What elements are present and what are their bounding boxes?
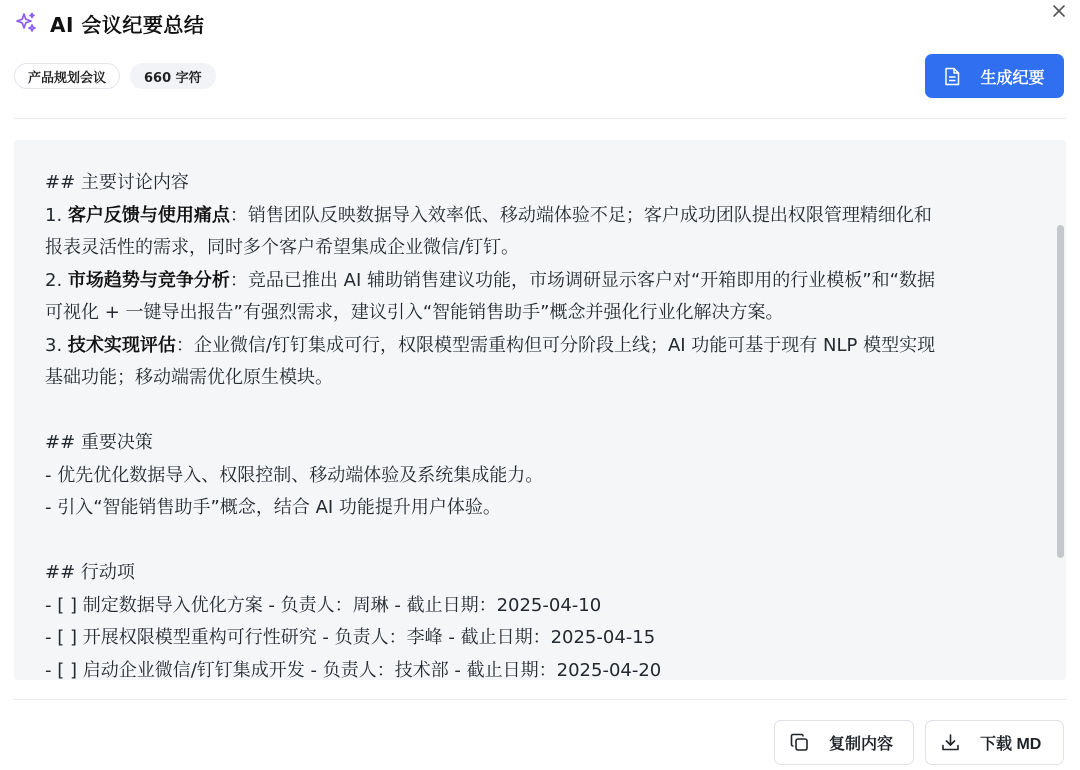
scrollbar-thumb[interactable] bbox=[1057, 225, 1064, 558]
download-md-button[interactable] bbox=[925, 720, 1064, 765]
section-heading-decisions: ## 重要决策 bbox=[45, 432, 153, 453]
summary-content-panel[interactable] bbox=[14, 140, 1066, 680]
meeting-type-tag: 产品规划会议 bbox=[14, 63, 120, 89]
copy-icon bbox=[790, 733, 809, 752]
decision-item-1: - 优先优化数据导入、权限控制、移动端体验及系统集成能力。 bbox=[45, 464, 544, 486]
document-icon bbox=[944, 67, 960, 86]
discussion-item-1-cont: 报表灵活性的需求，同时多个客户希望集成企业微信/钉钉。 bbox=[45, 237, 520, 258]
dialog-header bbox=[14, 8, 204, 38]
scrollbar[interactable] bbox=[1054, 140, 1066, 680]
discussion-item-2-cont: 可视化 + 一键导出报告”有强烈需求，建议引入“智能销售助手”概念并强化行业化解决方案。 bbox=[45, 302, 784, 323]
header-divider bbox=[14, 118, 1066, 119]
discussion-item-3: 3. 技术实现评估：企业微信/钉钉集成可行，权限模型需重构但可分阶段上线；AI 功能可基于现有 NLP 模型实现 bbox=[45, 334, 936, 356]
download-icon bbox=[941, 733, 960, 752]
close-button[interactable] bbox=[1048, 0, 1070, 22]
generate-summary-label: 生成纪要 bbox=[980, 69, 1045, 87]
action-item-3: - [ ] 启动企业微信/钉钉集成开发 - 负责人：技术部 - 截止日期：2025-04-20 bbox=[45, 659, 662, 680]
spacer bbox=[45, 395, 1024, 428]
discussion-item-1: 1. 客户反馈与使用痛点：销售团队反映数据导入效率低、移动端体验不足；客户成功团队提出权限管理精细化和 bbox=[45, 204, 932, 226]
discussion-item-2-title: 市场趋势与竞争分析 bbox=[67, 269, 230, 291]
dialog-title: AI 会议纪要总结 bbox=[50, 12, 205, 37]
action-item-2: - [ ] 开展权限模型重构可行性研究 - 负责人：李峰 - 截止日期：2025-04-15 bbox=[45, 627, 656, 648]
download-md-label: 下载 MD bbox=[980, 736, 1042, 753]
section-heading-discussion: ## 主要讨论内容 bbox=[45, 172, 189, 193]
footer-divider bbox=[14, 699, 1066, 700]
discussion-item-1-title: 客户反馈与使用痛点 bbox=[67, 204, 230, 226]
discussion-item-2: 2. 市场趋势与竞争分析：竞品已推出 AI 辅助销售建议功能，市场调研显示客户对“开箱即用的行业模板”和“数据 bbox=[45, 269, 935, 291]
spacer bbox=[45, 525, 1024, 558]
copy-content-button[interactable] bbox=[774, 720, 914, 765]
discussion-item-3-title: 技术实现评估 bbox=[67, 334, 176, 356]
copy-content-label: 复制内容 bbox=[829, 736, 894, 753]
meeting-tags bbox=[14, 63, 216, 89]
summary-text bbox=[14, 140, 1024, 680]
action-item-1: - [ ] 制定数据导入优化方案 - 负责人：周琳 - 截止日期：2025-04-10 bbox=[45, 594, 602, 616]
section-heading-actions: ## 行动项 bbox=[45, 562, 135, 583]
char-count-tag: 660 字符 bbox=[130, 63, 216, 89]
generate-summary-button[interactable] bbox=[925, 54, 1064, 98]
sparkle-icon bbox=[14, 11, 38, 35]
decision-item-2: - 引入“智能销售助手”概念，结合 AI 功能提升用户体验。 bbox=[45, 497, 501, 518]
discussion-item-3-cont: 基础功能；移动端需优化原生模块。 bbox=[45, 367, 333, 388]
close-icon bbox=[1052, 4, 1066, 18]
